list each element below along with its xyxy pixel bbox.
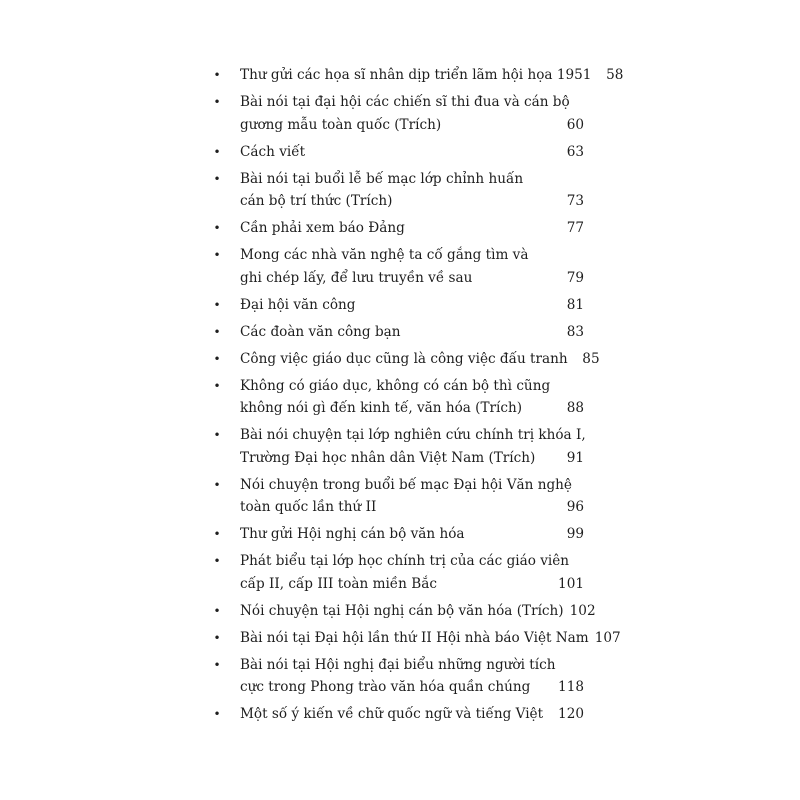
bullet-icon: • — [213, 144, 221, 159]
toc-entry-line — [240, 321, 584, 344]
toc-entry — [212, 375, 592, 420]
bullet-icon: • — [213, 171, 221, 186]
toc-entry-line — [240, 474, 584, 497]
toc-entry-line — [240, 496, 584, 519]
toc-entry-line — [240, 573, 584, 596]
toc-entry-line — [240, 375, 584, 398]
toc-entry-line — [240, 114, 584, 137]
toc-entry-title: gương mẫu toàn quốc (Trích) — [240, 116, 442, 133]
toc-entry-title: cán bộ trí thức (Trích) — [240, 193, 393, 209]
toc-entry-line — [240, 217, 584, 240]
toc-entry-title: Đại hội văn công — [240, 296, 356, 313]
toc-entry-line — [240, 91, 584, 114]
toc-entry-line — [240, 523, 584, 546]
toc-entry-page-number: 99 — [566, 526, 584, 542]
toc-entry-page-number: 85 — [582, 350, 600, 367]
toc-entry — [212, 424, 592, 469]
toc-entry — [212, 523, 592, 546]
toc-entry — [212, 703, 592, 726]
toc-entry — [212, 600, 596, 623]
toc-entry-page-number: 107 — [594, 629, 621, 646]
toc-entry-title: Mong các nhà văn nghệ ta cố gắng tìm và — [240, 247, 529, 263]
toc-entry-title: Nói chuyện trong buổi bế mạc Đại hội Văn nghệ — [240, 476, 572, 493]
bullet-icon: • — [213, 428, 221, 442]
table-of-contents — [212, 64, 624, 730]
toc-entry-title: cấp II, cấp III toàn miền Bắc — [240, 575, 437, 592]
bullet-icon: • — [213, 527, 221, 541]
toc-entry — [212, 168, 592, 213]
bullet-icon: • — [213, 657, 221, 672]
toc-entry-page-number: 91 — [566, 449, 584, 466]
toc-entry — [212, 217, 592, 240]
toc-entry-title: Cần phải xem báo Đảng — [240, 220, 405, 236]
bullet-icon: • — [213, 351, 221, 366]
toc-entry-page-number: 102 — [569, 602, 596, 619]
bullet-icon: • — [213, 248, 221, 262]
bullet-icon: • — [213, 378, 221, 393]
toc-entry-title: Bài nói chuyện tại lớp nghiên cứu chính trị khóa I, — [240, 427, 586, 443]
toc-entry-title: Bài nói tại Hội nghị đại biểu những người tích — [240, 656, 556, 673]
toc-entry-page-number: 77 — [566, 220, 584, 236]
toc-entry-title: Thư gửi các họa sĩ nhân dịp triển lãm hội họa 1951 — [240, 67, 592, 83]
toc-entry — [212, 474, 592, 519]
toc-entry-line — [240, 244, 584, 267]
toc-entry-title: toàn quốc lần thứ II — [240, 499, 377, 515]
bullet-icon: • — [213, 707, 221, 721]
toc-entry-line — [240, 627, 621, 650]
toc-entry-line — [240, 267, 584, 290]
bullet-icon: • — [213, 630, 221, 645]
toc-entry-line — [240, 168, 584, 191]
bullet-icon: • — [213, 221, 221, 235]
toc-entry-title: Trường Đại học nhân dân Việt Nam (Trích) — [240, 449, 536, 466]
bullet-icon: • — [213, 68, 221, 82]
toc-entry-title: Bài nói tại Đại hội lần thứ II Hội nhà báo Việt Nam — [240, 629, 589, 646]
toc-entry-title: Một số ý kiến về chữ quốc ngữ và tiếng Việt — [240, 706, 544, 722]
toc-entry-title: Nói chuyện tại Hội nghị cán bộ văn hóa (Trích) — [240, 602, 564, 619]
toc-entry-title: Bài nói tại đại hội các chiến sĩ thi đua và cán bộ — [240, 94, 570, 110]
toc-entry-page-number: 83 — [566, 323, 584, 340]
toc-entry — [212, 348, 600, 371]
toc-entry-line — [240, 600, 596, 623]
toc-entry-page-number: 63 — [566, 143, 584, 160]
toc-entry-page-number: 120 — [558, 706, 584, 722]
toc-entry — [212, 91, 592, 136]
toc-entry-title: Không có giáo dục, không có cán bộ thì cũng — [240, 377, 551, 394]
toc-entry — [212, 141, 592, 164]
toc-entry — [212, 627, 621, 650]
toc-entry-line — [240, 447, 584, 470]
toc-entry-title: Cách viết — [240, 143, 306, 160]
toc-entry — [212, 321, 592, 344]
toc-entry-line — [240, 703, 584, 726]
bullet-icon: • — [213, 297, 221, 312]
toc-entry-title: Phát biểu tại lớp học chính trị của các giáo viên — [240, 553, 570, 569]
toc-entry-line — [240, 654, 584, 677]
toc-entry-line — [240, 348, 600, 371]
toc-entry-page-number: 79 — [566, 269, 584, 286]
toc-entry-line — [240, 294, 584, 317]
bullet-icon: • — [213, 603, 221, 618]
toc-entry-line — [240, 64, 624, 87]
toc-entry-line — [240, 397, 584, 420]
toc-entry — [212, 64, 624, 87]
toc-entry-page-number: 101 — [558, 575, 584, 592]
toc-entry — [212, 244, 592, 289]
toc-entry-title: không nói gì đến kinh tế, văn hóa (Trích) — [240, 400, 523, 416]
toc-entry — [212, 294, 592, 317]
toc-entry — [212, 550, 592, 595]
toc-entry-title: ghi chép lấy, để lưu truyền về sau — [240, 269, 473, 286]
toc-entry-line — [240, 141, 584, 164]
toc-entry-page-number: 88 — [566, 400, 584, 416]
toc-entry-page-number: 73 — [566, 193, 584, 209]
toc-entry-title: Bài nói tại buổi lễ bế mạc lớp chỉnh huấn — [240, 170, 524, 187]
toc-entry-title: cực trong Phong trào văn hóa quần chúng — [240, 679, 531, 695]
bullet-icon: • — [213, 477, 221, 492]
toc-entry-title: Công việc giáo dục cũng là công việc đấu tranh — [240, 350, 568, 367]
toc-entry — [212, 654, 592, 699]
toc-entry-line — [240, 550, 584, 573]
bullet-icon: • — [213, 324, 221, 339]
toc-entry-page-number: 60 — [566, 116, 584, 133]
toc-entry-title: Các đoàn văn công bạn — [240, 323, 401, 340]
toc-entry-title: Thư gửi Hội nghị cán bộ văn hóa — [240, 526, 465, 542]
toc-entry-line — [240, 424, 584, 447]
toc-entry-line — [240, 190, 584, 213]
toc-entry-page-number: 118 — [558, 679, 584, 695]
toc-entry-page-number: 58 — [606, 67, 624, 83]
toc-entry-page-number: 81 — [566, 296, 584, 313]
bullet-icon: • — [213, 95, 221, 109]
toc-entry-page-number: 96 — [566, 499, 584, 515]
bullet-icon: • — [213, 554, 221, 568]
toc-entry-line — [240, 676, 584, 699]
